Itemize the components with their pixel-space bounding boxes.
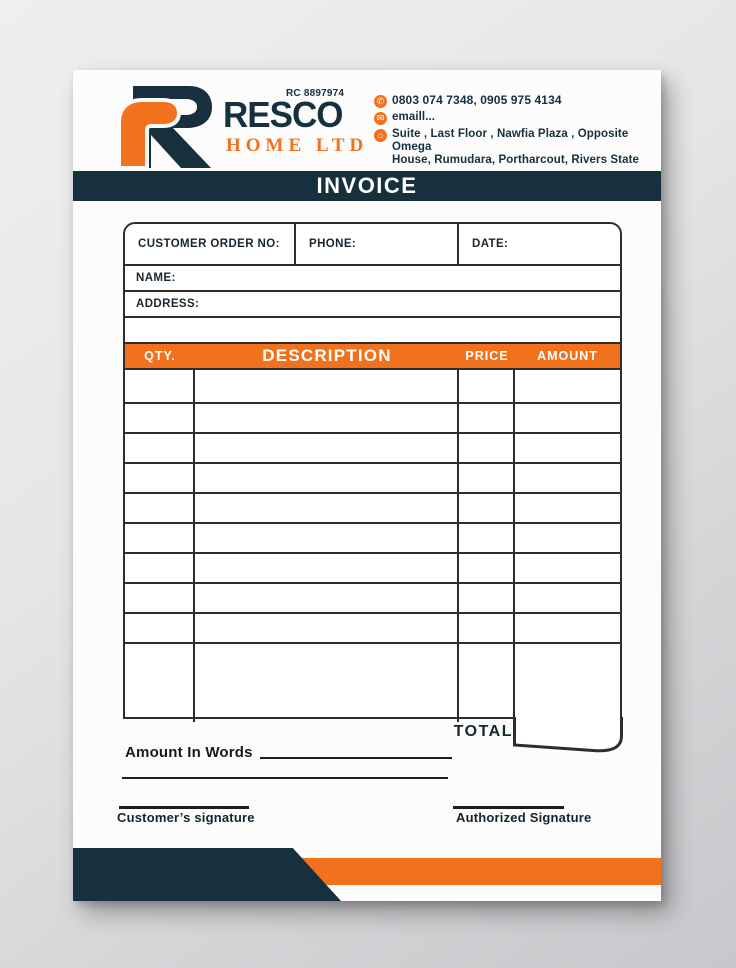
table-cell bbox=[125, 464, 195, 492]
table-cell bbox=[125, 370, 195, 402]
table-cell bbox=[459, 614, 515, 642]
brand-name: RESCO bbox=[223, 95, 343, 136]
name-label: NAME: bbox=[136, 272, 176, 284]
date-label: DATE: bbox=[472, 238, 509, 250]
table-cell bbox=[195, 370, 459, 402]
invoice-sheet bbox=[73, 70, 661, 901]
phone-label: PHONE: bbox=[309, 238, 357, 250]
authorized-signature-label: Authorized Signature bbox=[456, 810, 592, 825]
table-cell bbox=[125, 494, 195, 522]
contact-info bbox=[374, 94, 659, 171]
table-cell bbox=[125, 584, 195, 612]
table-cell bbox=[195, 614, 459, 642]
page-title: INVOICE bbox=[316, 173, 418, 198]
table-cell bbox=[125, 524, 195, 552]
description-header: DESCRIPTION bbox=[262, 346, 392, 365]
table-cell bbox=[515, 524, 620, 552]
table-cell bbox=[195, 464, 459, 492]
table-cell bbox=[459, 404, 515, 432]
location-icon: ⌂ bbox=[374, 129, 387, 142]
footer-navy-shape bbox=[73, 848, 341, 901]
table-cell bbox=[515, 644, 620, 722]
contact-address-line2: House, Rumudara, Portharcout, Rivers State bbox=[392, 154, 640, 167]
table-cell bbox=[125, 614, 195, 642]
table-row bbox=[125, 522, 620, 552]
table-cell bbox=[195, 524, 459, 552]
table-cell bbox=[459, 494, 515, 522]
table-cell bbox=[459, 644, 515, 722]
table-cell bbox=[515, 584, 620, 612]
brand-logo bbox=[111, 82, 401, 172]
contact-address-row bbox=[374, 128, 659, 168]
items-table-header bbox=[125, 342, 620, 368]
invoice-title-band bbox=[73, 171, 661, 201]
resco-logo-icon bbox=[111, 86, 219, 168]
contact-email: emaill... bbox=[392, 111, 436, 123]
table-cell bbox=[195, 584, 459, 612]
table-cell bbox=[125, 554, 195, 582]
table-row bbox=[125, 552, 620, 582]
table-cell bbox=[515, 404, 620, 432]
date-field bbox=[459, 224, 620, 264]
table-cell bbox=[195, 644, 459, 722]
amount-in-words-line bbox=[260, 757, 452, 759]
contact-address-line1: Suite , Last Floor , Nawfia Plaza , Opposite Omega bbox=[392, 128, 629, 154]
amount-in-words-row bbox=[125, 744, 452, 761]
table-row bbox=[125, 462, 620, 492]
table-cell bbox=[195, 404, 459, 432]
items-rows bbox=[125, 368, 620, 722]
brand-subtitle: HOME LTD bbox=[226, 135, 369, 156]
table-cell bbox=[515, 554, 620, 582]
table-row bbox=[125, 368, 620, 402]
table-cell bbox=[459, 434, 515, 462]
contact-email-row bbox=[374, 111, 659, 125]
contact-phone-row bbox=[374, 94, 659, 108]
table-cell bbox=[459, 370, 515, 402]
rc-number: RC 8897974 bbox=[286, 88, 345, 99]
amount-header: AMOUNT bbox=[537, 349, 598, 363]
table-cell bbox=[515, 494, 620, 522]
table-cell bbox=[125, 404, 195, 432]
address-field bbox=[125, 290, 620, 316]
table-cell bbox=[459, 524, 515, 552]
table-cell bbox=[195, 434, 459, 462]
table-cell bbox=[195, 554, 459, 582]
footer-orange-band bbox=[273, 858, 661, 885]
amount-in-words-label: Amount In Words bbox=[125, 744, 253, 761]
total-label: TOTAL bbox=[453, 723, 513, 740]
table-row bbox=[125, 402, 620, 432]
phone-field bbox=[296, 224, 459, 264]
qty-header: QTY. bbox=[144, 349, 176, 363]
table-cell bbox=[459, 584, 515, 612]
address-extra-row bbox=[125, 316, 620, 342]
customer-signature-label: Customer’s signature bbox=[117, 810, 255, 825]
table-row bbox=[125, 612, 620, 642]
phone-icon: ✆ bbox=[374, 95, 387, 108]
table-cell bbox=[515, 434, 620, 462]
table-cell bbox=[515, 464, 620, 492]
table-cell bbox=[515, 614, 620, 642]
address-label: ADDRESS: bbox=[136, 298, 200, 310]
name-field bbox=[125, 264, 620, 290]
table-cell bbox=[195, 494, 459, 522]
table-row bbox=[125, 642, 620, 722]
table-cell bbox=[125, 644, 195, 722]
contact-phones: 0803 074 7348, 0905 975 4134 bbox=[392, 93, 562, 107]
table-cell bbox=[125, 434, 195, 462]
contact-address bbox=[392, 128, 659, 168]
table-row bbox=[125, 492, 620, 522]
table-cell bbox=[459, 464, 515, 492]
table-row bbox=[125, 432, 620, 462]
authorized-signature-line bbox=[453, 806, 564, 809]
customer-order-field bbox=[125, 224, 296, 264]
email-icon: ✉ bbox=[374, 112, 387, 125]
customer-order-label: CUSTOMER ORDER NO: bbox=[138, 238, 280, 250]
table-row bbox=[125, 582, 620, 612]
total-value-box bbox=[513, 717, 625, 757]
form-top-row bbox=[125, 224, 620, 264]
price-header: PRICE bbox=[465, 349, 509, 363]
amount-in-words-line2 bbox=[122, 777, 448, 779]
invoice-form bbox=[123, 222, 622, 719]
table-cell bbox=[459, 554, 515, 582]
table-cell bbox=[515, 370, 620, 402]
customer-signature-line bbox=[119, 806, 249, 809]
